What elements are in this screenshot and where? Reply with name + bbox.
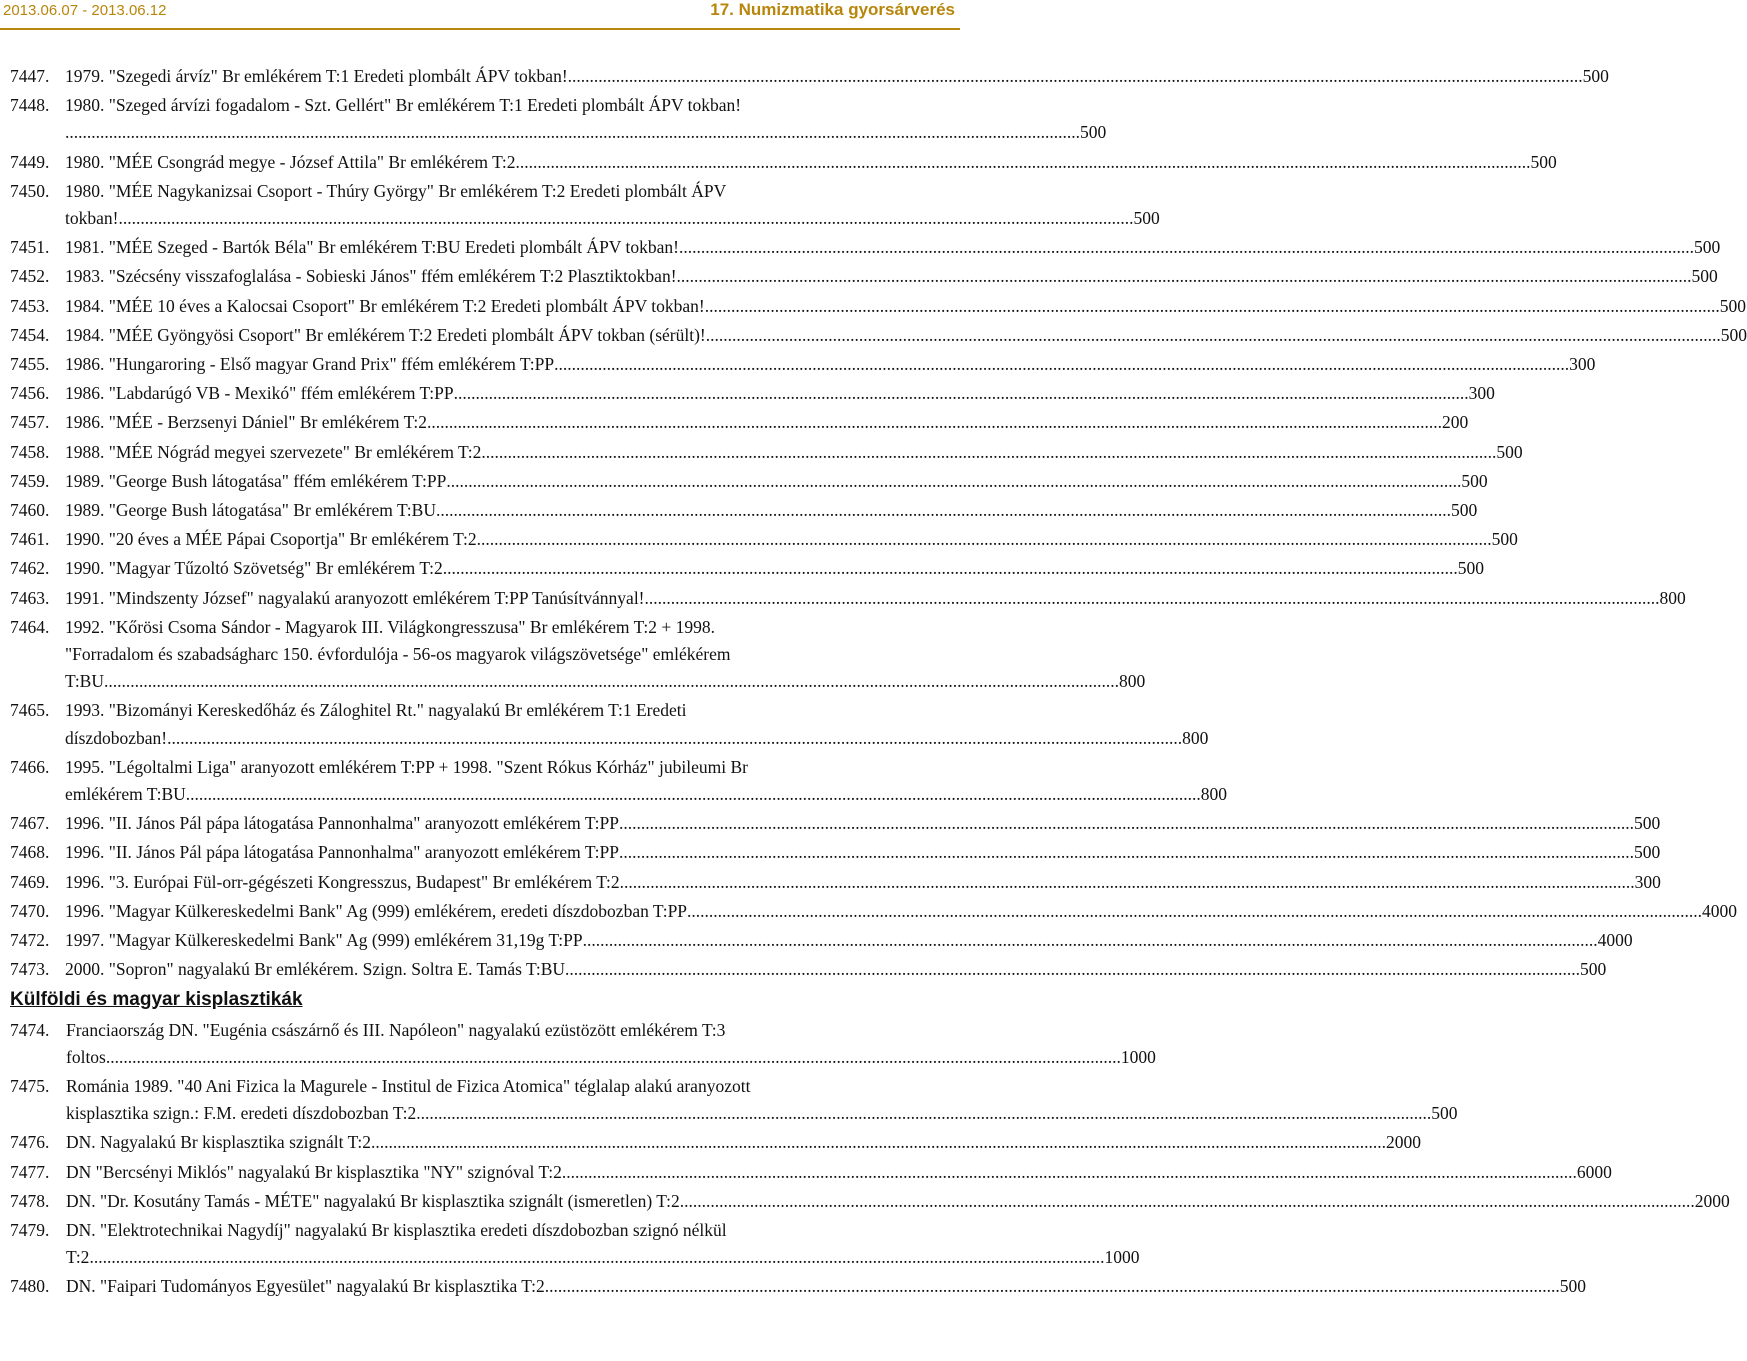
description-line — [65, 178, 1160, 205]
lot-description — [65, 927, 1633, 954]
description-line — [65, 585, 1686, 612]
lot-description — [65, 614, 1145, 696]
lot-number: 7464. — [10, 616, 50, 637]
lot-entry — [10, 92, 1107, 146]
dot-leader — [583, 927, 1598, 954]
lot-description — [65, 409, 1468, 436]
description-line — [66, 1273, 1586, 1300]
lot-description — [65, 263, 1718, 290]
description-line — [65, 149, 1557, 176]
lot-number: 7480. — [10, 1276, 50, 1297]
lot-price: 300 — [1569, 354, 1596, 375]
lot-price: 4000 — [1597, 930, 1633, 951]
lot-price: 4000 — [1702, 900, 1738, 921]
header-divider — [0, 28, 960, 30]
lot-description — [65, 351, 1595, 378]
dot-leader — [680, 1188, 1695, 1215]
dot-leader — [89, 1244, 1104, 1271]
lot-price: 500 — [1634, 842, 1661, 863]
description-text: T:2 — [66, 1247, 90, 1268]
lot-description — [65, 585, 1686, 612]
description-line — [66, 1188, 1730, 1215]
dot-leader — [436, 497, 1451, 524]
lot-price: 800 — [1182, 727, 1209, 748]
dot-leader — [677, 263, 1692, 290]
dot-leader — [620, 869, 1635, 896]
lot-number: 7462. — [10, 558, 50, 579]
description-text: "Forradalom és szabadságharc 150. évfordulója - 56-os magyarok világszövetsége" emlékérem — [65, 644, 731, 665]
description-text: 2000. "Sopron" nagyalakú Br emlékérem. Szign. Soltra E. Tamás T:BU — [65, 959, 566, 980]
lot-description — [65, 697, 1208, 751]
lot-entry — [10, 178, 1160, 232]
lot-number: 7457. — [10, 412, 50, 433]
description-text: 1980. "Szeged árvízi fogadalom - Szt. Gellért" Br emlékérem T:1 Eredeti plombált ÁPV tokban! — [65, 95, 742, 116]
description-line — [65, 555, 1484, 582]
date-range: 2013.06.07 - 2013.06.12 — [3, 2, 167, 19]
description-line — [65, 92, 1106, 119]
lot-description — [65, 322, 1747, 349]
description-text: 1996. "Magyar Külkereskedelmi Bank" Ag (999) emlékérem, eredeti díszdobozban T:PP — [65, 900, 688, 921]
description-text: 1986. "Hungaroring - Első magyar Grand Prix" ffém emlékérem T:PP — [65, 354, 555, 375]
lot-price: 500 — [1693, 237, 1721, 258]
dot-leader — [186, 781, 1201, 808]
description-text: 1990. "Magyar Tűzoltó Szövetség" Br emlékérem T:2 — [65, 558, 443, 579]
lot-price: 500 — [1559, 1276, 1586, 1297]
description-line — [66, 1073, 1458, 1100]
description-text: 1988. "MÉE Nógrád megyei szervezete" Br emlékérem T:2 — [65, 441, 482, 462]
dot-leader — [619, 810, 1634, 837]
description-text: 1995. "Légoltalmi Liga" aranyozott emlékérem T:PP + 1998. "Szent Rókus Kórház" jubileumi Br — [65, 756, 749, 777]
lot-number: 7475. — [10, 1075, 50, 1096]
lot-price: 500 — [1719, 295, 1746, 316]
lot-price: 6000 — [1576, 1161, 1612, 1182]
lot-entry — [10, 263, 1718, 290]
dot-leader — [454, 380, 1469, 407]
description-line — [65, 119, 1106, 146]
description-line — [65, 725, 1208, 752]
description-line — [65, 781, 1227, 808]
lot-price: 1000 — [1120, 1046, 1156, 1067]
lot-number: 7476. — [10, 1132, 50, 1153]
dot-leader — [554, 351, 1569, 378]
description-text: DN. Nagyalakú Br kisplasztika szignált T:2 — [66, 1132, 371, 1153]
dot-leader — [416, 1100, 1431, 1127]
catalog-content — [10, 63, 1747, 1303]
description-line — [65, 898, 1737, 925]
description-line — [65, 754, 1227, 781]
lot-entry — [10, 585, 1686, 612]
lot-description — [65, 149, 1557, 176]
lot-description — [65, 754, 1227, 808]
lot-number: 7479. — [10, 1219, 50, 1240]
lot-description — [65, 956, 1606, 983]
lot-entry — [10, 63, 1609, 90]
description-line — [65, 293, 1746, 320]
lot-number: 7463. — [10, 587, 50, 608]
lot-list-plaquettes — [10, 1017, 1730, 1301]
lot-number: 7458. — [10, 441, 50, 462]
lot-number: 7451. — [10, 237, 50, 258]
lot-price: 500 — [1582, 66, 1609, 86]
page-header — [0, 0, 960, 30]
lot-entry — [10, 380, 1495, 407]
description-line — [65, 205, 1160, 232]
lot-price: 500 — [1133, 208, 1160, 229]
dot-leader — [481, 439, 1496, 466]
lot-entry — [10, 1073, 1458, 1127]
lot-price: 500 — [1634, 813, 1661, 834]
lot-description — [66, 1217, 1139, 1271]
description-text: 1992. "Kőrösi Csoma Sándor - Magyarok III. Világkongresszusa" Br emlékérem T:2 + 1998. — [65, 616, 716, 637]
dot-leader — [106, 1044, 1121, 1071]
description-text: DN "Bercsényi Miklós" nagyalakú Br kisplasztika "NY" szignóval T:2 — [66, 1161, 562, 1182]
lot-price: 500 — [1530, 151, 1557, 172]
lot-number: 7473. — [10, 959, 50, 980]
lot-entry — [10, 1129, 1421, 1156]
lot-description — [65, 468, 1488, 495]
lot-entry — [10, 754, 1228, 808]
description-text: díszdobozban! — [65, 727, 168, 748]
dot-leader — [516, 149, 1531, 176]
lot-price: 500 — [1720, 324, 1747, 345]
description-line — [65, 351, 1595, 378]
description-text: 1996. "II. János Pál pápa látogatása Pannonhalma" aranyozott emlékérem T:PP — [65, 813, 619, 834]
lot-number: 7450. — [10, 180, 50, 201]
lot-number: 7454. — [10, 324, 50, 345]
lot-price: 300 — [1634, 871, 1661, 892]
lot-description — [66, 1129, 1421, 1156]
lot-description — [65, 92, 1106, 146]
description-text: 1979. "Szegedi árvíz" Br emlékérem T:1 Eredeti plombált ÁPV tokban! — [65, 66, 568, 86]
dot-leader — [706, 322, 1721, 349]
lot-entry — [10, 439, 1523, 466]
description-line — [66, 1217, 1139, 1244]
description-text: 1990. "20 éves a MÉE Pápai Csoportja" Br emlékérem T:2 — [65, 529, 477, 550]
lot-price: 200 — [1442, 412, 1469, 433]
lot-entry — [10, 1188, 1730, 1215]
dot-leader — [167, 725, 1182, 752]
lot-price: 1000 — [1104, 1247, 1140, 1268]
lot-number: 7447. — [10, 66, 50, 86]
description-text: kisplasztika szign.: F.M. eredeti díszdobozban T:2 — [66, 1103, 417, 1124]
lot-number: 7465. — [10, 700, 50, 721]
lot-entry — [10, 1217, 1140, 1271]
lot-price: 2000 — [1694, 1190, 1730, 1211]
lot-description — [65, 380, 1495, 407]
lot-entry — [10, 409, 1469, 436]
description-line — [65, 839, 1660, 866]
lot-number: 7459. — [10, 470, 50, 491]
description-line — [65, 668, 1145, 695]
lot-description — [66, 1017, 1156, 1071]
lot-price: 500 — [1450, 500, 1478, 521]
dot-leader — [104, 668, 1119, 695]
lot-number: 7472. — [10, 930, 50, 951]
description-text: 1984. "MÉE 10 éves a Kalocsai Csoport" Br emlékérem T:2 Eredeti plombált ÁPV tokban! — [65, 295, 705, 316]
lot-number: 7469. — [10, 871, 50, 892]
description-text: 1989. "George Bush látogatása" ffém emlékérem T:PP — [65, 470, 447, 491]
lot-description — [65, 439, 1523, 466]
description-line — [65, 409, 1468, 436]
lot-description — [65, 293, 1746, 320]
lot-description — [65, 497, 1477, 524]
event-title: 17. Numizmatika gyorsárverés — [710, 0, 955, 19]
lot-entry — [10, 497, 1478, 524]
lot-price: 500 — [1580, 959, 1607, 980]
lot-description — [65, 898, 1737, 925]
description-line — [65, 956, 1606, 983]
description-text: T:BU — [65, 671, 104, 692]
lot-entry — [10, 956, 1607, 983]
lot-entry — [10, 555, 1485, 582]
description-text: DN. "Elektrotechnikai Nagydíj" nagyalakú Br kisplasztika eredeti díszdobozban szignó nélkül — [66, 1219, 727, 1240]
dot-leader — [446, 468, 1461, 495]
description-line — [65, 614, 1145, 641]
lot-number: 7449. — [10, 151, 50, 172]
description-text: 1993. "Bizományi Kereskedőház és Záloghitel Rt." nagyalakú Br emlékérem T:1 Eredeti — [65, 700, 687, 721]
lot-number: 7452. — [10, 266, 50, 287]
lot-entry — [10, 322, 1747, 349]
lot-entry — [10, 839, 1661, 866]
lot-price: 800 — [1119, 671, 1146, 692]
dot-leader — [687, 898, 1702, 925]
lot-number: 7453. — [10, 295, 50, 316]
dot-leader — [645, 585, 1660, 612]
description-line — [66, 1159, 1612, 1186]
description-line — [65, 869, 1661, 896]
lot-entry — [10, 234, 1721, 261]
lot-number: 7455. — [10, 354, 50, 375]
dot-leader — [65, 119, 1080, 146]
description-line — [66, 1017, 1156, 1044]
lot-price: 500 — [1491, 529, 1518, 550]
lot-number: 7477. — [10, 1161, 50, 1182]
lot-price: 500 — [1431, 1103, 1458, 1124]
lot-price: 500 — [1496, 441, 1523, 462]
lot-entry — [10, 927, 1633, 954]
lot-price: 300 — [1468, 383, 1495, 404]
lot-price: 500 — [1457, 558, 1485, 579]
dot-leader — [705, 293, 1720, 320]
description-text: Románia 1989. "40 Ani Fizica la Magurele - Institul de Fizica Atomica" téglalap alakú aranyozott — [66, 1075, 751, 1096]
dot-leader — [118, 205, 1133, 232]
lot-entry — [10, 614, 1146, 696]
description-text: 1991. "Mindszenty József" nagyalakú aranyozott emlékérem T:PP Tanúsítvánnyal! — [65, 587, 645, 608]
lot-price: 500 — [1461, 470, 1488, 491]
description-line — [66, 1129, 1421, 1156]
lot-description — [66, 1073, 1458, 1127]
description-line — [65, 497, 1477, 524]
description-line — [65, 63, 1609, 90]
lot-entry — [10, 1273, 1586, 1300]
lot-entry — [10, 149, 1557, 176]
lot-number: 7456. — [10, 383, 50, 404]
description-line — [65, 439, 1523, 466]
lot-description — [66, 1188, 1730, 1215]
description-text: emlékérem T:BU — [65, 784, 186, 805]
description-text: 1989. "George Bush látogatása" Br emlékérem T:BU — [65, 500, 436, 521]
dot-leader — [427, 409, 1442, 436]
lot-description — [65, 555, 1484, 582]
dot-leader — [371, 1129, 1386, 1156]
lot-description — [65, 526, 1518, 553]
description-text: 1983. "Szécsény visszafoglalása - Sobieski János" ffém emlékérem T:2 Plasztiktokban! — [65, 266, 677, 287]
dot-leader — [443, 555, 1458, 582]
description-text: 1996. "3. Európai Fül-orr-gégészeti Kongresszus, Budapest" Br emlékérem T:2 — [65, 871, 620, 892]
lot-entry — [10, 293, 1746, 320]
description-line — [65, 263, 1718, 290]
lot-price: 800 — [1200, 784, 1228, 805]
lot-entry — [10, 1159, 1612, 1186]
dot-leader — [619, 839, 1634, 866]
description-line — [65, 641, 1145, 668]
dot-leader — [565, 956, 1580, 983]
lot-description — [66, 1273, 1586, 1300]
dot-leader — [568, 63, 1583, 90]
lot-price: 2000 — [1386, 1132, 1421, 1153]
lot-number: 7474. — [10, 1019, 50, 1040]
lot-description — [65, 869, 1661, 896]
description-text: 1981. "MÉE Szeged - Bartók Béla" Br emlékérem T:BU Eredeti plombált ÁPV tokban! — [65, 237, 679, 258]
lot-price: 500 — [1080, 122, 1107, 143]
section-title: Külföldi és magyar kisplasztikák — [10, 988, 303, 1010]
description-line — [65, 927, 1633, 954]
lot-entry — [10, 869, 1661, 896]
description-line — [65, 380, 1495, 407]
lot-entry — [10, 1017, 1156, 1071]
description-line — [66, 1244, 1139, 1271]
lot-description — [65, 810, 1660, 837]
lot-description — [65, 234, 1720, 261]
description-line — [65, 468, 1488, 495]
description-line — [65, 810, 1660, 837]
description-line — [65, 697, 1208, 724]
lot-list-medals — [10, 63, 1747, 984]
lot-number: 7448. — [10, 95, 50, 116]
lot-description — [65, 63, 1609, 90]
description-text: 1980. "MÉE Nagykanizsai Csoport - Thúry György" Br emlékérem T:2 Eredeti plombált ÁPV — [65, 180, 727, 201]
description-text: foltos — [66, 1046, 106, 1067]
description-line — [65, 322, 1747, 349]
lot-number: 7460. — [10, 500, 50, 521]
lot-entry — [10, 468, 1488, 495]
description-text: 1996. "II. János Pál pápa látogatása Pannonhalma" aranyozott emlékérem T:PP — [65, 842, 619, 863]
description-text: 1984. "MÉE Gyöngyösi Csoport" Br emlékérem T:2 Eredeti plombált ÁPV tokban (sérült)! — [65, 324, 706, 345]
lot-number: 7478. — [10, 1190, 50, 1211]
description-line — [65, 234, 1720, 261]
description-text: DN. "Dr. Kosutány Tamás - MÉTE" nagyalakú Br kisplasztika szignált (ismeretlen) T:2 — [66, 1190, 680, 1211]
dot-leader — [477, 526, 1492, 553]
lot-entry — [10, 697, 1209, 751]
lot-entry — [10, 351, 1596, 378]
description-line — [66, 1100, 1458, 1127]
description-text: tokban! — [65, 208, 119, 229]
lot-entry — [10, 898, 1738, 925]
lot-number: 7467. — [10, 813, 50, 834]
description-text: 1980. "MÉE Csongrád megye - József Attila" Br emlékérem T:2 — [65, 151, 516, 172]
description-text: 1986. "Labdarúgó VB - Mexikó" ffém emlékérem T:PP — [65, 383, 454, 404]
dot-leader — [562, 1159, 1577, 1186]
description-line — [66, 1044, 1156, 1071]
lot-entry — [10, 526, 1518, 553]
description-text: 1986. "MÉE - Berzsenyi Dániel" Br emlékérem T:2 — [65, 412, 428, 433]
description-text: DN. "Faipari Tudományos Egyesület" nagyalakú Br kisplasztika T:2 — [66, 1276, 545, 1297]
lot-number: 7466. — [10, 756, 50, 777]
lot-price: 500 — [1691, 266, 1718, 287]
description-text: 1997. "Magyar Külkereskedelmi Bank" Ag (999) emlékérem 31,19g T:PP — [65, 930, 583, 951]
dot-leader — [545, 1273, 1560, 1300]
lot-number: 7470. — [10, 900, 50, 921]
lot-number: 7468. — [10, 842, 50, 863]
lot-price: 800 — [1659, 587, 1686, 608]
lot-description — [65, 839, 1660, 866]
lot-number: 7461. — [10, 529, 50, 550]
description-text: Franciaország DN. "Eugénia császárnő és III. Napóleon" nagyalakú ezüstözött emlékérem T:3 — [66, 1019, 726, 1040]
lot-description — [65, 178, 1160, 232]
lot-entry — [10, 810, 1661, 837]
description-line — [65, 526, 1518, 553]
lot-description — [66, 1159, 1612, 1186]
dot-leader — [679, 234, 1694, 261]
